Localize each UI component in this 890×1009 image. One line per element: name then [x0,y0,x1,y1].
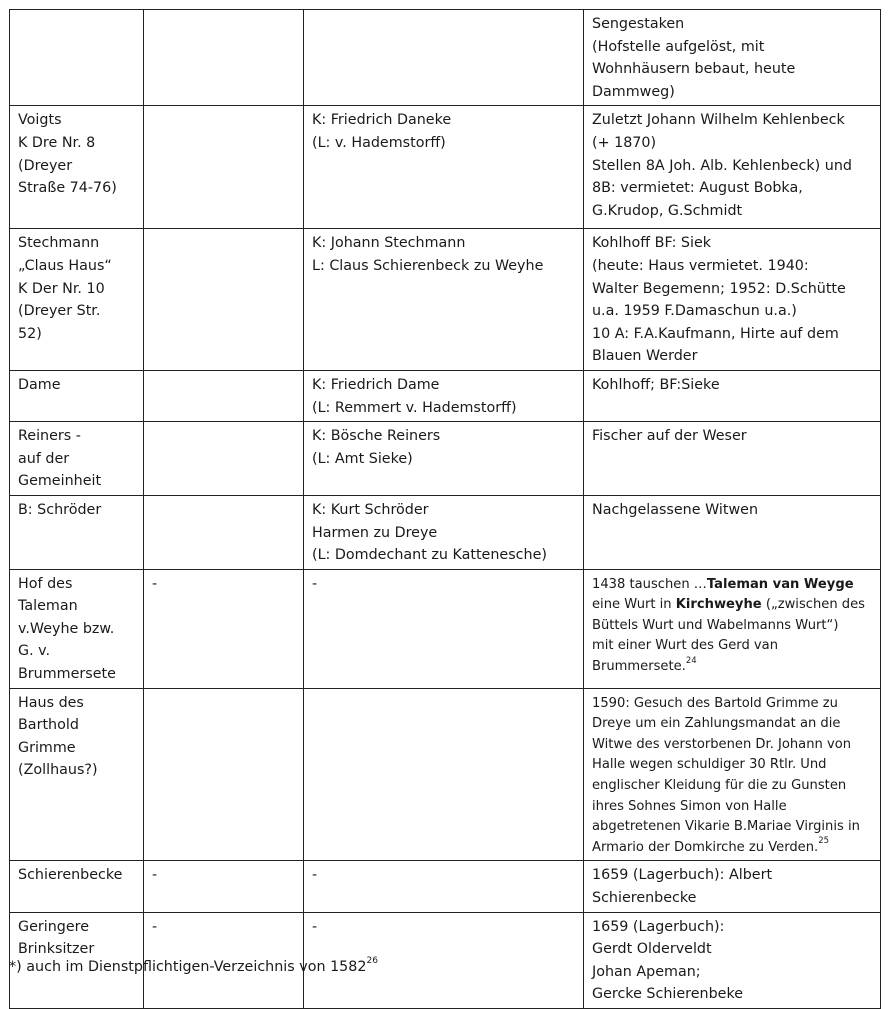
column-2-cell: - [144,861,304,912]
notes-cell [584,688,881,861]
name-cell: Voigts K Dre Nr. 8 (Dreyer Straße 74-76) [10,106,144,229]
table-row [10,495,881,569]
owner-cell: - [304,569,584,688]
notes-cell [584,569,881,688]
table-row [10,861,881,912]
table-row [10,370,881,421]
owner-cell: - [304,861,584,912]
column-2-cell [144,370,304,421]
column-2-cell [144,10,304,106]
table-row [10,229,881,371]
notes-bold-place: Kirchweyhe [675,597,762,613]
owner-cell: K: Bösche Reiners (L: Amt Sieke) [304,422,584,496]
name-cell: Reiners - auf der Gemeinheit [10,422,144,496]
notes-cell: Kohlhoff BF: Siek (heute: Haus vermietet. 1940: Walter Begemenn; 1952: D.Schütte u.a. 1959 F.Damaschun u.a.) 10 A: F.A.Kaufmann, Hirte auf dem Blauen Werder [584,229,881,371]
name-cell [10,10,144,106]
notes-cell: Fischer auf der Weser [584,422,881,496]
notes-text: 1590: Gesuch des Bartold Grimme zu Dreye um ein Zahlungsmandat an die Witwe des verstorbenen Dr. Johann von Halle wegen schuldiger 30 Rtlr. Und englischer Kleidung für die zu Gunsten ihres Sohnes Simon von Halle abgetretenen Vikarie B.Mariae Virginis in Armario der Domkirche zu Verden. [592,695,860,855]
notes-text: eine Wurt in [592,597,672,613]
name-cell: Stechmann „Claus Haus“ K Der Nr. 10 (Dreyer Str. 52) [10,229,144,371]
column-2-cell [144,106,304,229]
name-cell: Geringere Brinksitzer [10,912,144,1008]
notes-cell: 1659 (Lagerbuch): Albert Schierenbecke [584,861,881,912]
notes-cell: 1659 (Lagerbuch): Gerdt Olderveldt Johan Apeman; Gercke Schierenbeke [584,912,881,1008]
owner-cell: K: Johann Stechmann L: Claus Schierenbeck zu Weyhe [304,229,584,371]
footnote-reference: 26 [366,956,378,967]
notes-cell: Zuletzt Johann Wilhelm Kehlenbeck (+ 1870) Stellen 8A Joh. Alb. Kehlenbeck) und 8B: vermietet: August Bobka, G.Krudop, G.Schmidt [584,106,881,229]
notes-cell: Nachgelassene Witwen [584,495,881,569]
column-2-cell [144,422,304,496]
notes-cell: Sengestaken (Hofstelle aufgelöst, mit Wohnhäusern bebaut, heute Dammweg) [584,10,881,106]
owner-cell [304,10,584,106]
table-row [10,569,881,688]
footnote-text: *) auch im Dienstpflichtigen-Verzeichnis von 1582 [9,959,367,975]
notes-bold-name: Taleman van Weyge [706,576,854,592]
column-2-cell [144,229,304,371]
table-row [10,688,881,861]
footnote-reference: 25 [818,836,830,847]
owner-cell: K: Kurt Schröder Harmen zu Dreye (L: Domdechant zu Kattenesche) [304,495,584,569]
name-cell: Schierenbecke [10,861,144,912]
notes-text: („zwischen des Büttels Wurt und Wabelmanns Wurt“) mit einer Wurt des Gerd van Brummersete. [592,597,865,675]
table-row [10,422,881,496]
column-2-cell [144,688,304,861]
table-row [10,106,881,229]
name-cell: Dame [10,370,144,421]
notes-text: 1438 tauschen … [592,576,707,592]
notes-cell: Kohlhoff; BF:Sieke [584,370,881,421]
owner-cell: K: Friedrich Daneke (L: v. Hademstorff) [304,106,584,229]
table-row [10,10,881,106]
name-cell: Hof des Taleman v.Weyhe bzw. G. v. Brummersete [10,569,144,688]
column-2-cell: - [144,912,304,1008]
owner-cell [304,688,584,861]
footnote [9,957,378,977]
owner-cell: K: Friedrich Dame (L: Remmert v. Hademstorff) [304,370,584,421]
register-table [9,9,881,1009]
name-cell: B: Schröder [10,495,144,569]
footnote-reference: 24 [685,655,697,666]
column-2-cell [144,495,304,569]
owner-cell: - [304,912,584,1008]
column-2-cell: - [144,569,304,688]
name-cell: Haus des Barthold Grimme (Zollhaus?) [10,688,144,861]
